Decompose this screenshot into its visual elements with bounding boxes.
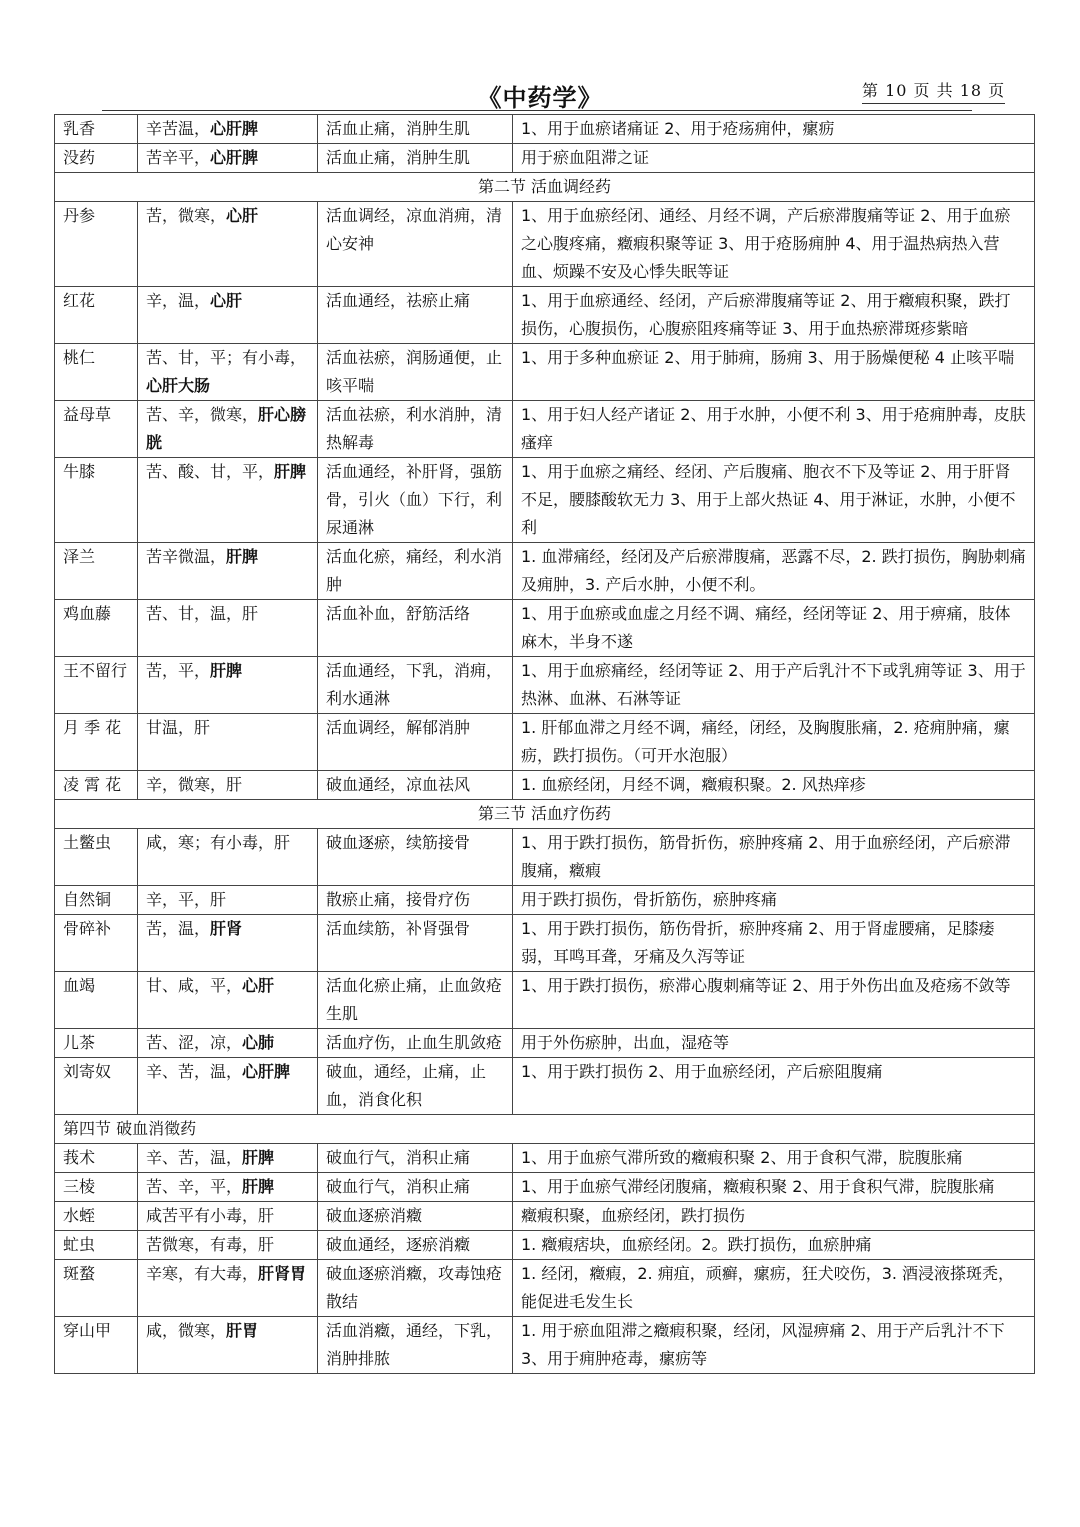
herb-table [54, 114, 1035, 1374]
section-row [55, 1115, 1035, 1144]
herb-nature: 辛，微寒，肝 [146, 775, 243, 794]
herb-nature: 苦、涩，凉， [146, 1033, 243, 1052]
herb-nature: 辛寒，有大毒， [146, 1264, 259, 1283]
herb-property [138, 115, 318, 144]
herb-row [55, 1173, 1035, 1202]
section-row [55, 173, 1035, 202]
herb-effect: 活血止痛，消肿生肌 [318, 115, 513, 144]
section-title: 第二节 活血调经药 [55, 173, 1035, 202]
herb-row [55, 1029, 1035, 1058]
herb-effect: 破血逐瘀消癥，攻毒蚀疮散结 [318, 1260, 513, 1317]
herb-row [55, 287, 1035, 344]
herb-nature: 甘、咸，平， [146, 976, 243, 995]
herb-meridian: 肝脾 [226, 547, 259, 566]
herb-nature: 苦，温， [146, 919, 211, 938]
herb-effect: 活血祛瘀，利水消肿，清热解毒 [318, 401, 513, 458]
herb-row [55, 1231, 1035, 1260]
herb-nature: 苦，平， [146, 661, 211, 680]
herb-property [138, 144, 318, 173]
herb-name: 骨碎补 [55, 915, 138, 972]
herb-nature: 苦，微寒， [146, 206, 227, 225]
herb-effect: 散瘀止痛，接骨疗伤 [318, 886, 513, 915]
herb-nature: 咸苦平有小毒，肝 [146, 1206, 275, 1225]
herb-meridian: 肝脾 [242, 1177, 275, 1196]
herb-row [55, 657, 1035, 714]
herb-effect: 活血祛瘀，润肠通便，止咳平喘 [318, 344, 513, 401]
herb-usage: 1、用于血瘀经闭、通经、月经不调，产后瘀滞腹痛等证 2、用于血瘀之心腹疼痛，癥瘕积聚等证 3、用于疮肠痈肿 4、用于温热病热入营血、烦躁不安及心悸失眠等证 [513, 202, 1035, 287]
herb-row [55, 771, 1035, 800]
herb-property [138, 972, 318, 1029]
herb-name: 桃仁 [55, 344, 138, 401]
herb-name: 血竭 [55, 972, 138, 1029]
herb-nature: 甘温，肝 [146, 718, 211, 737]
herb-effect: 破血行气，消积止痛 [318, 1144, 513, 1173]
herb-property [138, 1260, 318, 1317]
herb-effect: 破血逐瘀，续筋接骨 [318, 829, 513, 886]
herb-name: 儿茶 [55, 1029, 138, 1058]
herb-nature: 辛，平，肝 [146, 890, 227, 909]
herb-usage: 用于跌打损伤，骨折筋伤，瘀肿疼痛 [513, 886, 1035, 915]
page-title: 《中药学》 [477, 83, 603, 112]
herb-row [55, 829, 1035, 886]
herb-nature: 咸，微寒， [146, 1321, 227, 1340]
herb-meridian: 肝肾 [210, 919, 243, 938]
herb-property [138, 1029, 318, 1058]
herb-effect: 活血化瘀止痛，止血敛疮生肌 [318, 972, 513, 1029]
herb-name: 土鳖虫 [55, 829, 138, 886]
herb-usage: 1. 血瘀经闭，月经不调，癥瘕积聚。2. 风热痒疹 [513, 771, 1035, 800]
herb-row [55, 915, 1035, 972]
section-title: 第四节 破血消徵药 [55, 1115, 1035, 1144]
herb-nature: 辛、苦，温， [146, 1148, 243, 1167]
herb-meridian: 心肝脾 [210, 148, 259, 167]
herb-effect: 活血补血，舒筋活络 [318, 600, 513, 657]
herb-row [55, 1202, 1035, 1231]
herb-name: 刘寄奴 [55, 1058, 138, 1115]
herb-row [55, 1058, 1035, 1115]
herb-meridian: 心肝 [210, 291, 243, 310]
herb-usage: 1、用于血瘀痛经，经闭等证 2、用于产后乳汁不下或乳痈等证 3、用于热淋、血淋、石淋等证 [513, 657, 1035, 714]
herb-effect: 活血通经，补肝肾，强筋骨，引火（血）下行，利尿通淋 [318, 458, 513, 543]
herb-property [138, 886, 318, 915]
header-rule [102, 110, 972, 111]
herb-row [55, 202, 1035, 287]
herb-row [55, 714, 1035, 771]
herb-property [138, 543, 318, 600]
herb-meridian: 肝脾 [274, 462, 307, 481]
herb-row [55, 144, 1035, 173]
herb-effect: 破血逐瘀消癥 [318, 1202, 513, 1231]
herb-property [138, 915, 318, 972]
herb-effect: 活血消癥，通经，下乳，消肿排脓 [318, 1317, 513, 1374]
herb-meridian: 肝胃 [226, 1321, 259, 1340]
herb-row [55, 600, 1035, 657]
herb-effect: 破血通经，凉血祛风 [318, 771, 513, 800]
herb-meridian: 肝脾 [210, 661, 243, 680]
herb-effect: 破血，通经，止痛，止血，消食化积 [318, 1058, 513, 1115]
herb-name: 凌 霄 花 [55, 771, 138, 800]
herb-nature: 苦辛微温， [146, 547, 227, 566]
herb-property [138, 657, 318, 714]
herb-usage: 1、用于跌打损伤，瘀滞心腹刺痛等证 2、用于外伤出血及疮疡不敛等 [513, 972, 1035, 1029]
herb-usage: 1、用于跌打损伤 2、用于血瘀经闭，产后瘀阻腹痛 [513, 1058, 1035, 1115]
herb-name: 牛膝 [55, 458, 138, 543]
herb-property [138, 1144, 318, 1173]
herb-name: 王不留行 [55, 657, 138, 714]
herb-name: 乳香 [55, 115, 138, 144]
herb-row [55, 972, 1035, 1029]
herb-property [138, 287, 318, 344]
herb-meridian: 肝心膀胱 [146, 405, 307, 452]
herb-effect: 活血调经，解郁消肿 [318, 714, 513, 771]
herb-name: 红花 [55, 287, 138, 344]
herb-usage: 1. 经闭，癥瘕，2. 痈疽，顽癣，瘰疬，狂犬咬伤，3. 酒浸液搽斑秃，能促进毛发生长 [513, 1260, 1035, 1317]
herb-row [55, 458, 1035, 543]
herb-meridian: 心肝大肠 [146, 376, 211, 395]
herb-nature: 苦、甘，温，肝 [146, 604, 259, 623]
herb-effect: 破血行气，消积止痛 [318, 1173, 513, 1202]
herb-nature: 苦、辛，微寒， [146, 405, 259, 424]
herb-effect: 活血调经，凉血消痈，清心安神 [318, 202, 513, 287]
herb-name: 益母草 [55, 401, 138, 458]
herb-usage: 1、用于血瘀通经、经闭，产后瘀滞腹痛等证 2、用于癥瘕积聚，跌打损伤，心腹损伤，心腹瘀阻疼痛等证 3、用于血热瘀滞斑疹紫暗 [513, 287, 1035, 344]
herb-usage: 1、用于血瘀之痛经、经闭、产后腹痛、胞衣不下及等证 2、用于肝肾不足，腰膝酸软无力 3、用于上部火热证 4、用于淋证，水肿，小便不利 [513, 458, 1035, 543]
herb-name: 穿山甲 [55, 1317, 138, 1374]
herb-effect: 活血通经，祛瘀止痛 [318, 287, 513, 344]
herb-name: 鸡血藤 [55, 600, 138, 657]
herb-name: 泽兰 [55, 543, 138, 600]
herb-nature: 苦、辛，平， [146, 1177, 243, 1196]
herb-meridian: 肝脾 [242, 1148, 275, 1167]
herb-effect: 活血化瘀，痛经，利水消肿 [318, 543, 513, 600]
herb-usage: 1. 癥瘕痞块，血瘀经闭。2。跌打损伤，血瘀肿痛 [513, 1231, 1035, 1260]
herb-usage: 1、用于多种血瘀证 2、用于肺痈，肠痈 3、用于肠燥便秘 4 止咳平喘 [513, 344, 1035, 401]
herb-usage: 1、用于血瘀气滞经闭腹痛，癥瘕积聚 2、用于食积气滞，脘腹胀痛 [513, 1173, 1035, 1202]
herb-nature: 苦微寒，有毒，肝 [146, 1235, 275, 1254]
herb-name: 自然铜 [55, 886, 138, 915]
herb-nature: 辛，温， [146, 291, 211, 310]
herb-name: 三棱 [55, 1173, 138, 1202]
section-title: 第三节 活血疗伤药 [55, 800, 1035, 829]
herb-effect: 活血疗伤，止血生肌敛疮 [318, 1029, 513, 1058]
herb-property [138, 1231, 318, 1260]
herb-usage: 用于外伤瘀肿，出血，湿疮等 [513, 1029, 1035, 1058]
herb-row [55, 344, 1035, 401]
herb-usage: 1、用于跌打损伤，筋伤骨折，瘀肿疼痛 2、用于肾虚腰痛，足膝痿弱，耳鸣耳聋，牙痛及久泻等证 [513, 915, 1035, 972]
herb-property [138, 829, 318, 886]
herb-row [55, 886, 1035, 915]
herb-meridian: 心肝脾 [242, 1062, 291, 1081]
herb-property [138, 714, 318, 771]
herb-property [138, 1173, 318, 1202]
herb-nature: 苦、甘，平；有小毒， [146, 348, 307, 367]
herb-meridian: 心肺 [242, 1033, 275, 1052]
herb-nature: 辛、苦，温， [146, 1062, 243, 1081]
herb-meridian: 肝肾胃 [258, 1264, 307, 1283]
herb-row [55, 115, 1035, 144]
herb-property [138, 1058, 318, 1115]
herb-effect: 活血止痛，消肿生肌 [318, 144, 513, 173]
herb-name: 水蛭 [55, 1202, 138, 1231]
herb-usage: 1、用于妇人经产诸证 2、用于水肿，小便不利 3、用于疮痈肿毒，皮肤瘙痒 [513, 401, 1035, 458]
herb-row [55, 1317, 1035, 1374]
herb-name: 虻虫 [55, 1231, 138, 1260]
herb-usage: 癥瘕积聚，血瘀经闭，跌打损伤 [513, 1202, 1035, 1231]
herb-property [138, 202, 318, 287]
herb-name: 月 季 花 [55, 714, 138, 771]
herb-name: 没药 [55, 144, 138, 173]
herb-nature: 苦、酸、甘，平， [146, 462, 275, 481]
herb-effect: 活血续筋，补肾强骨 [318, 915, 513, 972]
herb-table-body [55, 115, 1035, 1374]
herb-property [138, 771, 318, 800]
herb-row [55, 1260, 1035, 1317]
herb-row [55, 543, 1035, 600]
herb-meridian: 心肝 [226, 206, 259, 225]
herb-name: 莪术 [55, 1144, 138, 1173]
herb-nature: 苦辛平， [146, 148, 211, 167]
herb-property [138, 458, 318, 543]
herb-usage: 用于瘀血阻滞之证 [513, 144, 1035, 173]
herb-usage: 1、用于血瘀气滞所致的癥瘕积聚 2、用于食积气滞，脘腹胀痛 [513, 1144, 1035, 1173]
page-number: 第 10 页 共 18 页 [862, 78, 1005, 104]
herb-usage: 1. 用于瘀血阻滞之癥瘕积聚，经闭，风湿痹痛 2、用于产后乳汁不下 3、用于痈肿疮毒，瘰疬等 [513, 1317, 1035, 1374]
herb-property [138, 1202, 318, 1231]
herb-nature: 咸，寒；有小毒，肝 [146, 833, 291, 852]
herb-property [138, 1317, 318, 1374]
herb-row [55, 1144, 1035, 1173]
herb-row [55, 401, 1035, 458]
herb-meridian: 心肝 [242, 976, 275, 995]
herb-usage: 1. 血滞痛经，经闭及产后瘀滞腹痛，恶露不尽，2. 跌打损伤，胸胁刺痛及痈肿，3. 产后水肿，小便不利。 [513, 543, 1035, 600]
herb-effect: 活血通经，下乳，消痈，利水通淋 [318, 657, 513, 714]
herb-nature: 辛苦温， [146, 119, 211, 138]
herb-effect: 破血通经，逐瘀消癥 [318, 1231, 513, 1260]
herb-name: 斑蝥 [55, 1260, 138, 1317]
herb-name: 丹参 [55, 202, 138, 287]
herb-usage: 1. 肝郁血滞之月经不调，痛经，闭经，及胸腹胀痛，2. 疮痈肿痛，瘰疬，跌打损伤。（可开水泡服） [513, 714, 1035, 771]
herb-property [138, 344, 318, 401]
herb-property [138, 600, 318, 657]
herb-usage: 1、用于血瘀或血虚之月经不调、痛经，经闭等证 2、用于痹痛，肢体麻木，半身不遂 [513, 600, 1035, 657]
herb-usage: 1、用于跌打损伤，筋骨折伤，瘀肿疼痛 2、用于血瘀经闭，产后瘀滞腹痛，癥瘕 [513, 829, 1035, 886]
herb-usage: 1、用于血瘀诸痛证 2、用于疮疡痈仲，瘰疬 [513, 115, 1035, 144]
section-row [55, 800, 1035, 829]
herb-property [138, 401, 318, 458]
herb-meridian: 心肝脾 [210, 119, 259, 138]
